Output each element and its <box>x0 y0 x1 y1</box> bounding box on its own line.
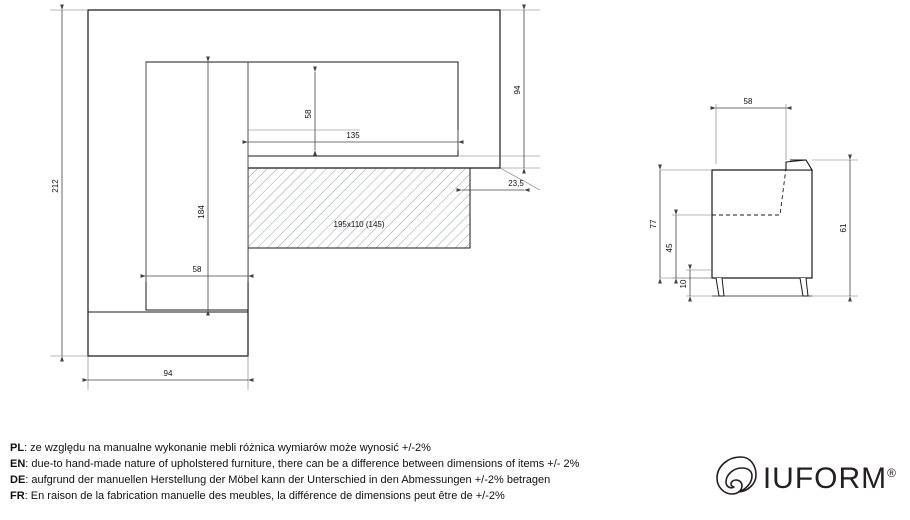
dim-label-seat-height-total: 45 <box>665 243 674 253</box>
legend-row-de <box>10 472 650 488</box>
sofa-outline-side <box>712 170 812 278</box>
legend-text-de: : aufgrund der manuellen Herstellung der Möbel kann der Unterschied in den Abmessungen +/-2% betragen <box>25 474 551 486</box>
backrest-side <box>786 160 812 170</box>
dim-label-arm-width-right: 94 <box>513 85 522 95</box>
dim-label-seat-depth-right: 58 <box>304 109 313 119</box>
dim-label-arm-depth: 23,5 <box>508 179 524 188</box>
dim-label-leg-height: 10 <box>679 279 688 289</box>
legend-text-en: : due-to hand-made nature of upholstered furniture, there can be a difference between dimensions of items +/- 2% <box>25 458 580 470</box>
legend-text-pl: : ze względu na manualne wykonanie mebli różnica wymiarów może wynosić +/-2% <box>24 442 431 454</box>
dim-label-back-height: 77 <box>649 219 658 229</box>
top-view-group <box>50 10 540 390</box>
miuform-mark-icon <box>711 453 757 499</box>
brand-wordmark-text: IUFORM <box>762 462 888 495</box>
legend-code-de: DE <box>10 474 26 486</box>
legend-row-pl <box>10 440 650 456</box>
sleeping-area-hatch <box>248 168 470 248</box>
side-view-group <box>649 97 858 296</box>
legend-code-fr: FR <box>10 490 25 502</box>
legend-code-pl: PL <box>10 442 25 454</box>
dim-label-overall-height: 61 <box>839 223 848 233</box>
dim-label-seat-width: 135 <box>346 131 360 140</box>
legend-code-en: EN <box>10 458 26 470</box>
legend-row-en <box>10 456 650 472</box>
legend-text-fr: : En raison de la fabrication manuelle des meubles, la différence de dimensions peut être de +/-2% <box>24 490 505 502</box>
dim-label-backrest-top-width: 58 <box>743 97 753 106</box>
hatched-area-label: 195x110 (145) <box>333 220 385 229</box>
legend-block <box>10 440 650 504</box>
leg-back <box>800 278 808 296</box>
legend-row-fr <box>10 488 650 504</box>
leg-front <box>716 278 724 296</box>
brand-wordmark <box>763 456 896 496</box>
dim-label-overall-width: 94 <box>163 369 173 378</box>
dim-label-overall-depth: 212 <box>51 179 60 193</box>
brand-logo <box>711 448 896 504</box>
dim-label-seat-depth-left: 58 <box>192 265 202 274</box>
brand-registered-mark: ® <box>887 466 896 480</box>
dim-label-backrest-to-seat: 184 <box>197 205 206 219</box>
